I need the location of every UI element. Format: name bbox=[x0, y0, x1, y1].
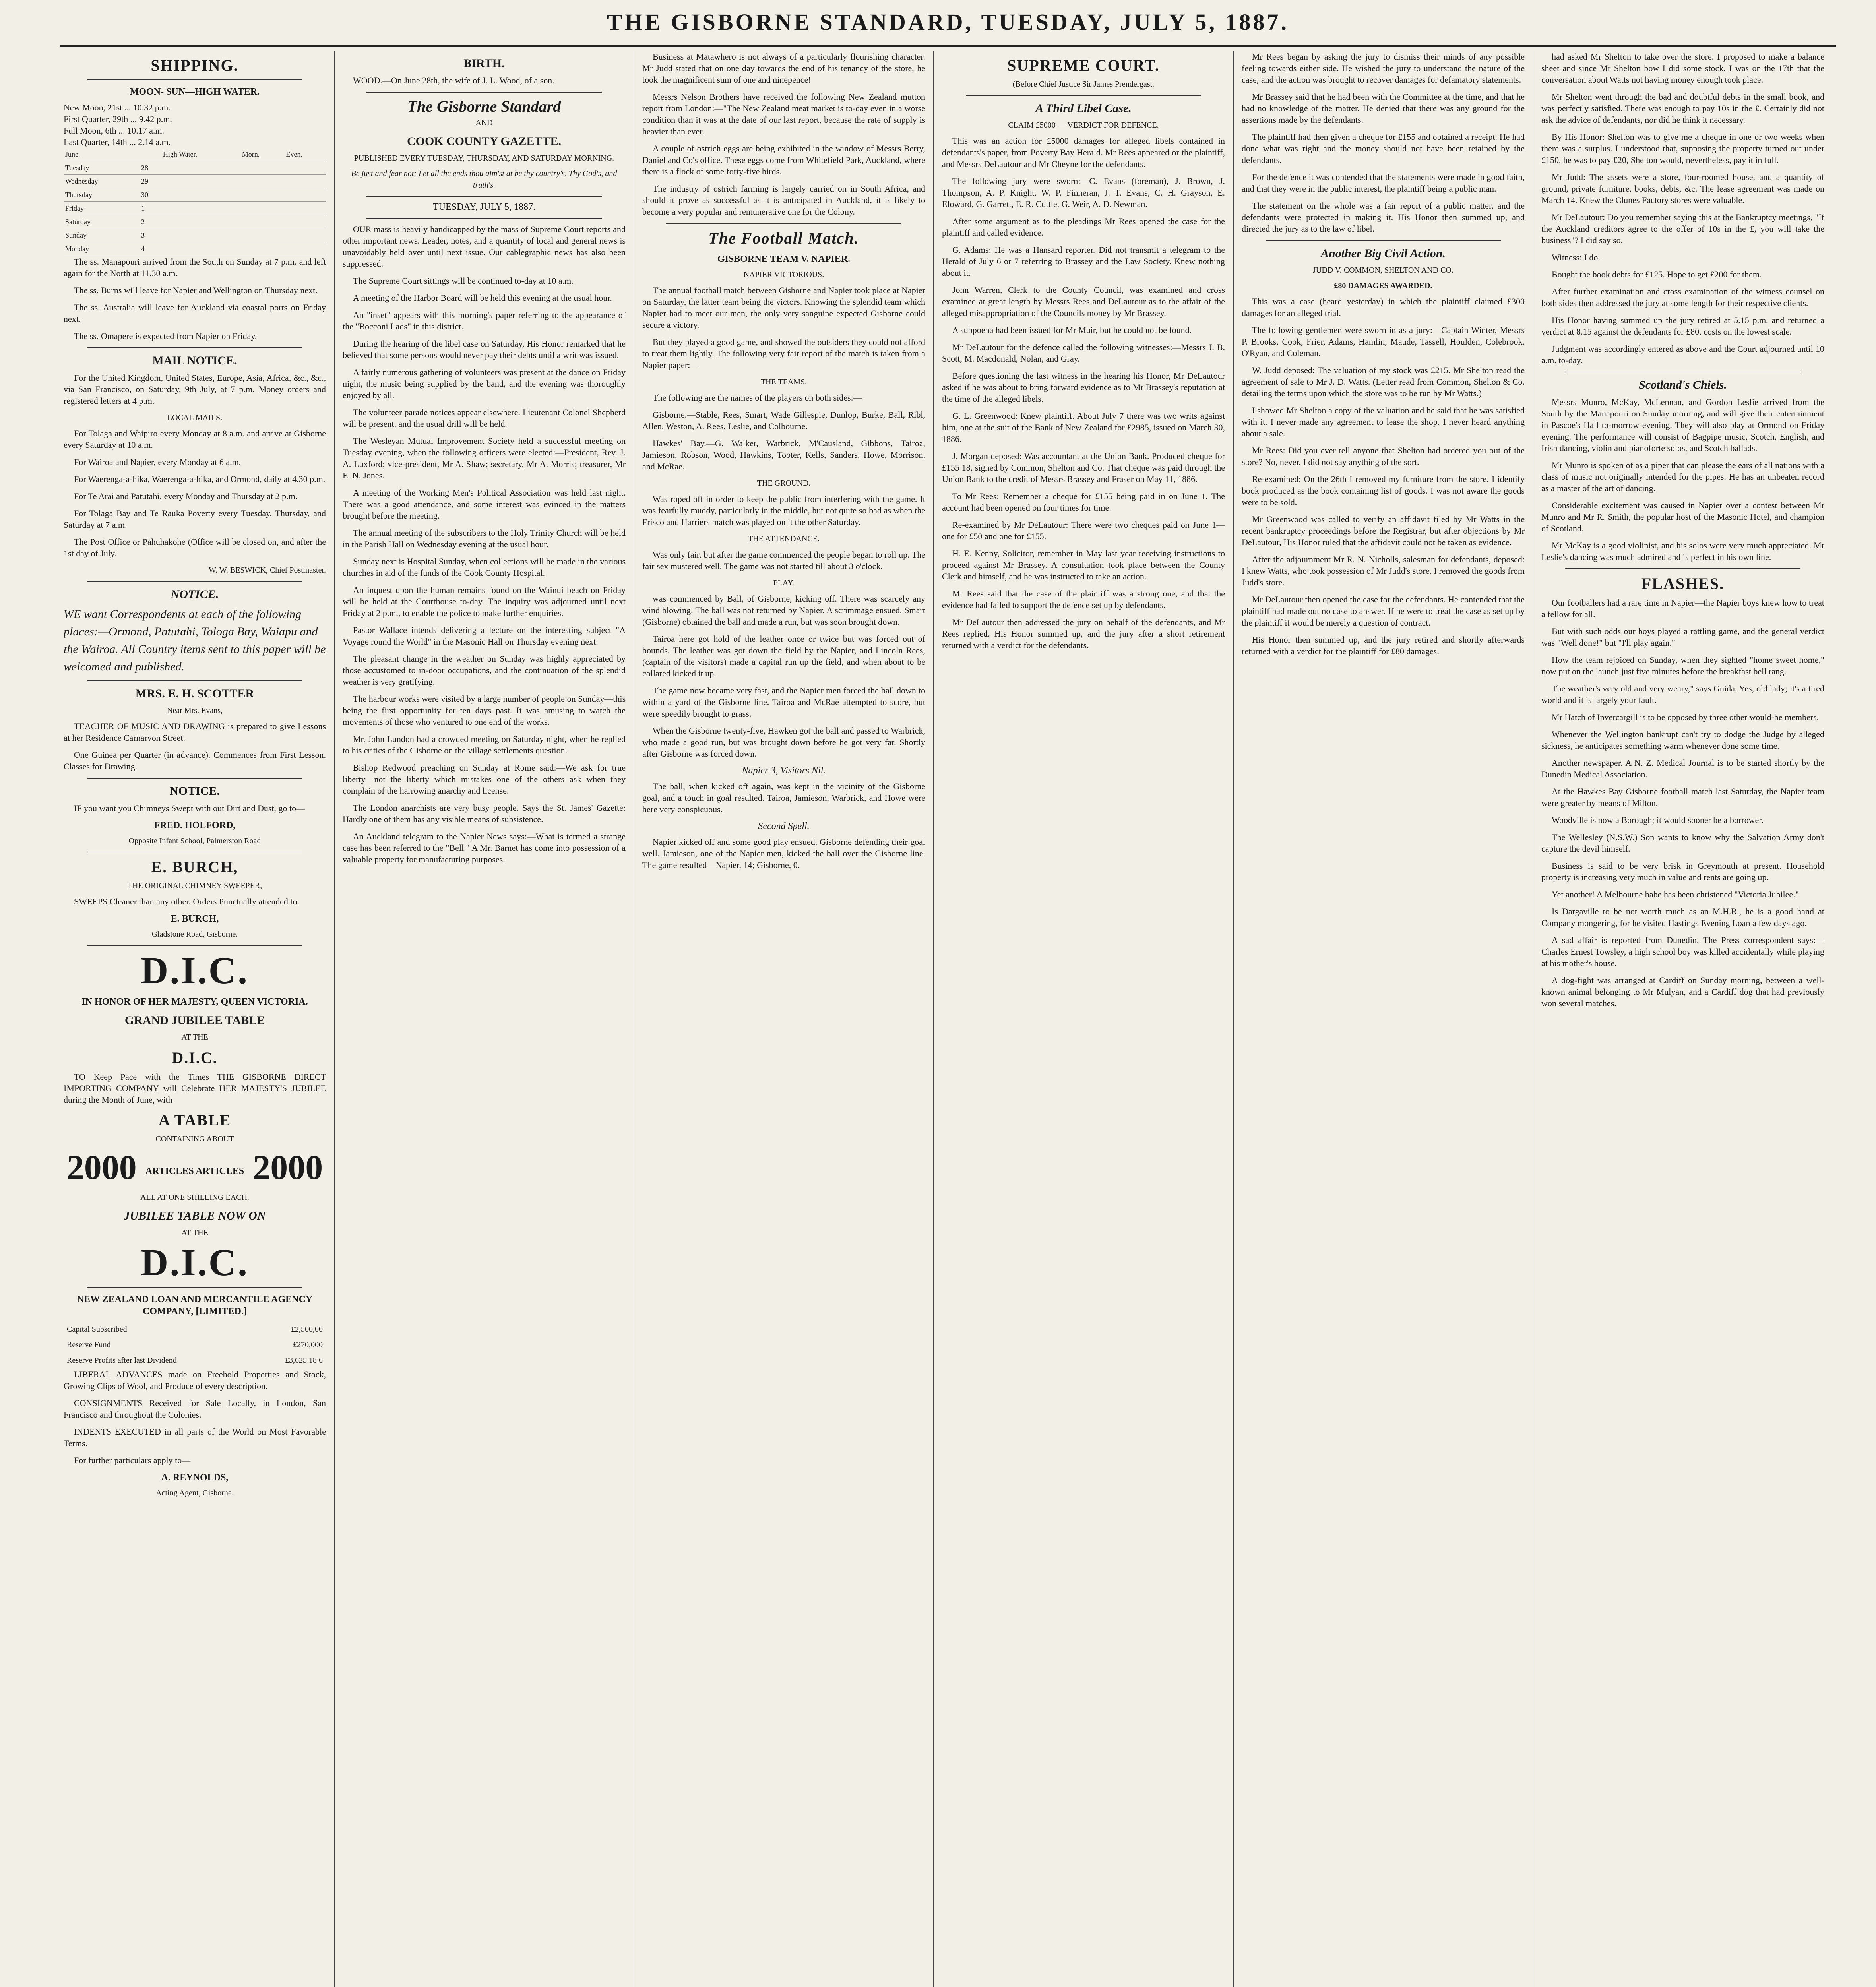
news-paragraph: OUR mass is heavily handicapped by the mass of Supreme Court reports and other important news. Leader, notes, and a quantity of local and general news is unavoidably held over until next issue. Our cablegraphic news has also been suppressed. bbox=[343, 224, 626, 269]
court-paragraph: A subpoena had been issued for Mr Muir, but he could not be found. bbox=[952, 325, 1192, 335]
dic-logo-bottom: D.I.C. bbox=[140, 1241, 249, 1284]
court-paragraph: Before questioning the last witness in the hearing his Honor, Mr DeLautour asked if he was about to bring forward evidence as to Mr Brassey's reputation at the time of the alleged libels. bbox=[942, 371, 1225, 404]
column-2 bbox=[343, 51, 626, 1987]
masthead bbox=[60, 9, 1836, 52]
flash-item: But with such odds our boys played a rattling game, and the general verdict was "Well done!" but "I'll play again." bbox=[1541, 626, 1824, 648]
loan-paragraph: INDENTS EXECUTED in all parts of the World on Most Favorable Terms. bbox=[64, 1426, 326, 1448]
attendance-heading: THE ATTENDANCE. bbox=[748, 535, 820, 543]
news-paragraph: An inquest upon the human remains found on the Wainui beach on Friday will be held at the Courthouse to-day. The inquiry was adjourned until next Friday at 2 p.m., to enable the police to make further enquiries. bbox=[343, 585, 626, 618]
local-news-list bbox=[343, 223, 626, 865]
nz-loan-heading: NEW ZEALAND LOAN AND MERCANTILE AGENCY COMPANY, [LIMITED.] bbox=[77, 1294, 313, 1317]
mail-heading: MAIL NOTICE. bbox=[152, 354, 237, 367]
logo-and: AND bbox=[475, 118, 493, 127]
news-paragraph: An "inset" appears with this morning's paper referring to the appearance of the "Bocconi Lads" in this district. bbox=[343, 310, 626, 331]
tide-header: June. bbox=[64, 148, 140, 161]
flash-item: Is Dargaville to be not worth much as an M.H.R., he is a good hand at Company mongering, for he visited Hastings Evening Loan a few days ago. bbox=[1541, 906, 1824, 928]
court-paragraph: Mr Rees began by asking the jury to dismiss their minds of any possible feeling towards either side. He wished the jury to understand the nature of the case, and the action was brought to recover damages for defamatory statements. bbox=[1242, 52, 1525, 85]
number-2000: 2000 bbox=[253, 1148, 323, 1187]
scotter-paragraph: One Guinea per Quarter (in advance). Commences from First Lesson. Classes for Drawing. bbox=[64, 750, 326, 771]
news-paragraph: The volunteer parade notices appear elsewhere. Lieutenant Colonel Shepherd will be present, and the usual drill will be held. bbox=[343, 407, 626, 429]
local-mails-heading: LOCAL MAILS. bbox=[167, 413, 223, 422]
newspaper-logo: The Gisborne Standard bbox=[407, 97, 561, 115]
mail-paragraph: For Waerenga-a-hika, Waerenga-a-hika, and Ormond, daily at 4.30 p.m. bbox=[74, 474, 326, 484]
divider bbox=[366, 196, 602, 197]
mail-paragraph: The Post Office or Pahuhakohe (Office will be closed on, and after the 1st day of July. bbox=[64, 537, 326, 558]
notice-heading-2: NOTICE. bbox=[170, 784, 220, 798]
tide-day: Saturday bbox=[64, 215, 140, 229]
at-the-label: AT THE bbox=[181, 1033, 208, 1042]
flash-item: A dog-fight was arranged at Cardiff on Sunday morning, between a well-known animal belonging to Mr Mulyan, and a Cardiff dog that had previously won several matches. bbox=[1541, 975, 1824, 1008]
containing-label: CONTAINING ABOUT bbox=[155, 1135, 234, 1143]
court-paragraph: H. E. Kenny, Solicitor, remember in May last year receiving instructions to proceed against Mr Brassey. A consultation took place between the County Clerk and himself, and he was instructed to take an action. bbox=[942, 548, 1225, 581]
football-paragraph: The annual football match between Gisborne and Napier took place at Napier on Saturday, the latter team being the victors. Knowing the splendid team which Napier had to meet our men, the only very sanguine expected Gisborne could secure a victory. bbox=[642, 285, 925, 330]
scotland-paragraph: Messrs Munro, McKay, McLennan, and Gordon Leslie arrived from the South by the Manapouri on Sunday morning, and will give their entertainment in Pascoe's Hall to-morrow evening. They will also play at Ormond on Friday evening. The performance will consist of Bagpipe music, Scotch, English, and Irish dancing, violin and pianoforte solos, and Scotch ballads. bbox=[1541, 397, 1824, 453]
civil-paragraph: W. Judd deposed: The valuation of my stock was £215. Mr Shelton read the agreement of sale to Mr J. D. Watts. (Letter read from Common, Shelton & Co. detailing the terms upon which the store was to be run by Mr Watts.) bbox=[1242, 365, 1525, 398]
tide-day: Wednesday bbox=[64, 175, 140, 188]
flash-item: At the Hawkes Bay Gisborne football match last Saturday, the Napier team were greater by means of Milton. bbox=[1541, 786, 1824, 808]
court-paragraph: By His Honor: Shelton was to give me a cheque in one or two weeks when there was a surplus. I understood that, supposing the property turned out under £150, he was to pay £20, Shelton would, nevertheless, pay it in full. bbox=[1541, 132, 1824, 165]
football-paragraph: But they played a good game, and showed the outsiders they could not afford to treat them lightly. The following very fair report of the match is taken from a Napier paper:— bbox=[642, 337, 925, 370]
tide-date: 3 bbox=[140, 229, 161, 242]
news-paragraph: A meeting of the Harbor Board will be held this evening at the usual hour. bbox=[353, 293, 612, 303]
birth-notice: WOOD.—On June 28th, the wife of J. L. Wood, of a son. bbox=[353, 76, 554, 85]
articles-label: ARTICLES ARTICLES bbox=[145, 1166, 244, 1176]
news-paragraph: Business at Matawhero is not always of a particularly flourishing character. Mr Judd stated that on one day towards the end of his tenancy of the store, he took the magnificent sum of one and ninepence! bbox=[642, 52, 925, 85]
capital-value: £3,625 18 6 bbox=[285, 1356, 323, 1365]
scotter-name: MRS. E. H. SCOTTER bbox=[135, 687, 254, 700]
column-separator bbox=[334, 51, 335, 1987]
news-paragraph: Messrs Nelson Brothers have received the following New Zealand mutton report from London:—"The New Zealand meat market is to-day even in a worse condition than it was at the date of our last report, because the rate of supply is heavier than ever. bbox=[642, 92, 925, 136]
news-paragraph: A couple of ostrich eggs are being exhibited in the window of Messrs Berry, Daniel and Co's office. These eggs come from Whitefield Park, Auckland, where there is a flock of some forty-five birds. bbox=[642, 143, 925, 176]
court-paragraph: Mr DeLautour then addressed the jury on behalf of the defendants, and Mr Rees replied. His Honor summed up, and the jury after a short retirement returned with a verdict for the defendants. bbox=[942, 617, 1225, 650]
reynolds-name: A. REYNOLDS, bbox=[161, 1472, 229, 1483]
divider bbox=[366, 218, 602, 219]
play-paragraph: Napier kicked off and some good play ensued, Gisborne defending their goal well. Jamieson, one of the Napier men, kicked the ball over the Gisborne line. The game resulted—Napier, 14; Gisborne, 0. bbox=[642, 837, 925, 870]
column-5 bbox=[1242, 51, 1525, 1987]
a-table-heading: A TABLE bbox=[158, 1111, 231, 1129]
civil-paragraph: Mr Rees: Did you ever tell anyone that Shelton had ordered you out of the store? No, never. I did not say anything of the sort. bbox=[1242, 445, 1525, 467]
jubilee-now-on: JUBILEE TABLE NOW ON bbox=[124, 1209, 266, 1222]
capital-label: Reserve Profits after last Dividend bbox=[67, 1356, 177, 1365]
moon-row: First Quarter, 29th ... 9.42 p.m. bbox=[64, 114, 172, 124]
court-subheading: (Before Chief Justice Sir James Prendergast. bbox=[1012, 80, 1155, 89]
divider bbox=[87, 1287, 302, 1288]
publication-line: PUBLISHED EVERY TUESDAY, THURSDAY, AND SATURDAY MORNING. bbox=[354, 154, 614, 163]
tide-header bbox=[140, 148, 161, 161]
civil-paragraph: Mr Greenwood was called to verify an affidavit filed by Mr Watts in the recent bankruptcy proceedings before the Registrar, but after objections by Mr DeLautour, His Honor ruled that the affidavit could not be taken as evidence. bbox=[1242, 514, 1525, 547]
dic-honor-line: IN HONOR OF HER MAJESTY, QUEEN VICTORIA. bbox=[81, 997, 308, 1007]
tide-row bbox=[64, 242, 326, 256]
flash-item: Whenever the Wellington bankrupt can't try to dodge the Judge by alleged sickness, he anticipates something warm whenever done some time. bbox=[1541, 729, 1824, 751]
scotter-paragraph: TEACHER OF MUSIC AND DRAWING is prepared to give Lessons at her Residence Carnarvon Street. bbox=[64, 721, 326, 743]
libel-heading: A Third Libel Case. bbox=[1035, 102, 1132, 115]
play-paragraph: was commenced by Ball, of Gisborne, kicking off. There was scarcely any wind blowing. The ball was not returned by Napier. A scrimmage ensued. Smart (Gisborne) obtained the ball and made a run, but was soon brought down. bbox=[642, 594, 925, 627]
court-paragraph: Witness: I do. bbox=[1552, 252, 1600, 262]
ground-heading: THE GROUND. bbox=[757, 479, 811, 488]
news-paragraph: The annual meeting of the subscribers to the Holy Trinity Church will be held in the Parish Hall on Wednesday evening at the usual hour. bbox=[343, 528, 626, 549]
dic-paragraph: TO Keep Pace with the Times THE GISBORNE DIRECT IMPORTING COMPANY will Celebrate HER MAJESTY'S JUBILEE during the Month of June, with bbox=[64, 1072, 326, 1105]
shipping-paragraph: The ss. Burns will leave for Napier and Wellington on Thursday next. bbox=[74, 285, 318, 295]
ground-paragraph: Was roped off in order to keep the public from interfering with the game. It was fearfully muddy, particularly in the middle, but not quite so bad as when the Frisco and Harriers match was played on it the other Saturday. bbox=[642, 494, 925, 527]
shipping-paragraph: The ss. Manapouri arrived from the South on Sunday at 7 p.m. and left again for the North at 11.30 a.m. bbox=[64, 257, 326, 278]
civil-paragraph: The following gentlemen were sworn in as a jury:—Captain Winter, Messrs P. Brooks, Cook, Frier, Adams, Hamlin, Maude, Tassell, Houlden, Colebrook, O'Ryan, and Coleman. bbox=[1242, 325, 1525, 358]
play-heading: PLAY. bbox=[773, 579, 795, 587]
court-paragraph: had asked Mr Shelton to take over the store. I proposed to make a balance sheet and since Mr Shelton bow I did some stock. I was on the 17th that the conversation about Watts not having money enough took place. bbox=[1541, 52, 1824, 85]
flash-item: The Wellesley (N.S.W.) Son wants to know why the Salvation Army don't capture the devil himself. bbox=[1541, 832, 1824, 854]
court-paragraph: Bought the book debts for £125. Hope to get £200 for them. bbox=[1552, 269, 1762, 279]
tide-day: Monday bbox=[64, 242, 140, 256]
tide-row bbox=[64, 188, 326, 202]
divider bbox=[87, 79, 302, 80]
tide-day: Tuesday bbox=[64, 161, 140, 175]
shipping-paragraph: The ss. Australia will leave for Auckland via coastal ports on Friday next. bbox=[64, 302, 326, 324]
capital-value: £2,500,00 bbox=[291, 1325, 323, 1334]
civil-paragraph: His Honor then summed up, and the jury retired and shortly afterwards returned with a verdict for the plaintiff for £80 damages. bbox=[1242, 635, 1525, 656]
moon-row: Full Moon, 6th ... 10.17 a.m. bbox=[64, 126, 165, 136]
civil-paragraph: I showed Mr Shelton a copy of the valuation and he said that he was satisfied with it. I never made any agreement to lease the shop. I never heard anything about a sale. bbox=[1242, 405, 1525, 438]
column-separator bbox=[933, 51, 934, 1987]
flash-item: Woodville is now a Borough; it would sooner be a borrower. bbox=[1552, 815, 1764, 825]
dic-logo-small: D.I.C. bbox=[172, 1049, 218, 1067]
tide-row bbox=[64, 175, 326, 188]
court-paragraph: J. Morgan deposed: Was accountant at the Union Bank. Produced cheque for £155 18, signed by Common, Shelton and Co. That cheque was paid through the Union Bank to the credit of Messrs Brassey and Fraser on May 11, 1886. bbox=[942, 451, 1225, 484]
page-title: THE GISBORNE STANDARD, TUESDAY, JULY 5, 1887. bbox=[607, 9, 1289, 35]
divider bbox=[87, 347, 302, 348]
tide-row bbox=[64, 202, 326, 215]
civil-paragraph: This was a case (heard yesterday) in which the plaintiff claimed £300 damages for an alleged trial. bbox=[1242, 296, 1525, 318]
column-1 bbox=[64, 51, 326, 1987]
civil-paragraph: Mr DeLautour then opened the case for the defendants. He contended that the plaintiff had made out no case to answer. If he were to treat the case as set up by the plaintiff it would be merely a question of contract. bbox=[1242, 595, 1525, 627]
postmaster-signature: W. W. BESWICK, Chief Postmaster. bbox=[209, 566, 326, 575]
news-paragraph: Mr. John Lundon had a crowded meeting on Saturday night, when he replied to his critics of the Gisborne on the village settlements question. bbox=[343, 734, 626, 755]
tide-date: 4 bbox=[140, 242, 161, 256]
number-2000: 2000 bbox=[66, 1148, 137, 1187]
court-paragraph: G. Adams: He was a Hansard reporter. Did not transmit a telegram to the Herald of July 6 or 7 referring to Brassey and the Law Society. Knew nothing about it. bbox=[942, 245, 1225, 278]
one-shilling-line: ALL AT ONE SHILLING EACH. bbox=[140, 1193, 249, 1202]
court-paragraph: After further examination and cross examination of the witness counsel on both sides then addressed the jury at some length for their respective clients. bbox=[1541, 287, 1824, 308]
court-paragraph: Re-examined by Mr DeLautour: There were two cheques paid on June 1—one for £50 and one for £155. bbox=[942, 520, 1225, 541]
tide-row bbox=[64, 215, 326, 229]
news-paragraph: Bishop Redwood preaching on Sunday at Rome said:—We ask for true liberty—not the liberty which mistakes one of the others ask when they complain of the harrowing anarchy and license. bbox=[343, 763, 626, 796]
news-paragraph: The London anarchists are very busy people. Says the St. James' Gazette: Hardly one of them has any visible means of subsistence. bbox=[343, 803, 626, 824]
flash-item: How the team rejoiced on Sunday, when they sighted "home sweet home," now put on the launch just five minutes before the breakfast bell rang. bbox=[1541, 655, 1824, 676]
moon-row: New Moon, 21st ... 10.32 p.m. bbox=[64, 103, 171, 112]
mail-paragraph: For Te Arai and Patutahi, every Monday and Thursday at 2 p.m. bbox=[74, 491, 298, 501]
scotter-subtitle: Near Mrs. Evans, bbox=[167, 706, 223, 715]
scotland-paragraph: Considerable excitement was caused in Napier over a contest between Mr Munro and Mr R. Smith, the popular host of the Masonic Hotel, and champion of Scotland. bbox=[1541, 500, 1824, 533]
divider bbox=[87, 778, 302, 779]
newspaper-subtitle: COOK COUNTY GAZETTE. bbox=[407, 135, 562, 148]
tide-row bbox=[64, 229, 326, 242]
court-paragraph: Mr Judd: The assets were a store, four-roomed house, and a quantity of ground, private furniture, books, debts, &c. The lease agreement was made on March 14. Knew the Clunes Factory stores were valuable. bbox=[1541, 172, 1824, 205]
scotland-paragraph: Mr McKay is a good violinist, and his solos were very much appreciated. Mr Leslie's dancing was much admired and is perfect in his own line. bbox=[1541, 540, 1824, 562]
divider bbox=[87, 945, 302, 946]
motto: Be just and fear not; Let all the ends thou aim'st at be thy country's, Thy God's, and truth's. bbox=[351, 169, 617, 190]
capital-row bbox=[64, 1338, 325, 1352]
teams-paragraph: The following are the names of the players on both sides:— bbox=[653, 393, 862, 403]
football-heading: The Football Match. bbox=[708, 229, 859, 247]
news-paragraph: The industry of ostrich farming is largely carried on in South Africa, and should it prove as successful as it is anticipated in Auckland, it is likely to become a very popular and remunerative one for the Colony. bbox=[642, 184, 925, 217]
flash-item: Our footballers had a rare time in Napier—the Napier boys knew how to treat a fellow for all. bbox=[1541, 598, 1824, 619]
column-6 bbox=[1541, 51, 1824, 1987]
flashes-heading: FLASHES. bbox=[1641, 575, 1725, 593]
dic-logo: D.I.C. bbox=[140, 949, 249, 992]
capital-row bbox=[64, 1353, 325, 1368]
capital-table bbox=[64, 1321, 326, 1369]
loan-paragraph: CONSIGNMENTS Received for Sale Locally, in London, San Francisco and throughout the Colonies. bbox=[64, 1398, 326, 1420]
capital-row bbox=[64, 1322, 325, 1337]
column-4 bbox=[942, 51, 1225, 1987]
flash-item: Another newspaper. A N. Z. Medical Journal is to be started shortly by the Dunedin Medical Association. bbox=[1541, 758, 1824, 779]
court-paragraph: This was an action for £5000 damages for alleged libels contained in defendants's paper, from Poverty Bay Herald. Mr Rees appeared or the plaintiff, and Messrs DeLautour and Mr Cheyne for the defendants. bbox=[942, 136, 1225, 169]
correspondents-notice: WE want Correspondents at each of the following places:—Ormond, Patutahi, Tologa Bay, Waiapu and the Wairoa. All Country items sent to this paper will be welcomed and published. bbox=[64, 608, 326, 673]
news-paragraph: The pleasant change in the weather on Sunday was highly appreciated by those accustomed to in-door occupations, and the continuation of the splendid weather is very gratifying. bbox=[343, 654, 626, 687]
court-paragraph: Judgment was accordingly entered as above and the Court adjourned until 10 a.m. to-day. bbox=[1541, 344, 1824, 365]
birth-heading: BIRTH. bbox=[463, 57, 505, 70]
court-paragraph: To Mr Rees: Remember a cheque for £155 being paid in on June 1. The account had been opened on four times for time. bbox=[942, 491, 1225, 513]
flash-item: Mr Hatch of Invercargill is to be opposed by three other would-be members. bbox=[1552, 712, 1819, 722]
moon-row: Last Quarter, 14th ... 2.14 a.m. bbox=[64, 137, 171, 147]
loan-paragraph: For further particulars apply to— bbox=[74, 1455, 191, 1465]
civil-action-heading: Another Big Civil Action. bbox=[1321, 247, 1446, 260]
court-paragraph: Mr Brassey said that he had been with the Committee at the time, and that he had no knowledge of the matter. He denied that there was any ground for the assertions made by the defendants. bbox=[1242, 92, 1525, 125]
news-paragraph: A meeting of the Working Men's Political Association was held last night. There was a good attendance, and some interest was evinced in the matters brought before the meeting. bbox=[343, 488, 626, 521]
tide-date: 29 bbox=[140, 175, 161, 188]
news-paragraph: The Supreme Court sittings will be continued to-day at 10 a.m. bbox=[353, 276, 574, 286]
tide-day: Thursday bbox=[64, 188, 140, 202]
news-paragraph: An Auckland telegram to the Napier News says:—What is termed a strange case has been referred to the "Bell." A Mr. Barnet has come into possession of a valuable property for manufacturing purposes. bbox=[343, 831, 626, 864]
court-paragraph: The plaintiff had then given a cheque for £155 and obtained a receipt. He had done what was right and the money should not have been retained by the defendants. bbox=[1242, 132, 1525, 165]
shipping-paragraph: The ss. Omapere is expected from Napier on Friday. bbox=[74, 331, 257, 341]
tide-date: 2 bbox=[140, 215, 161, 229]
football-subheading: GISBORNE TEAM V. NAPIER. bbox=[717, 254, 851, 264]
news-paragraph: A fairly numerous gathering of volunteers was present at the dance on Friday night, the music being supplied by the band, and the evening was thoroughly enjoyed by all. bbox=[343, 367, 626, 400]
play-paragraph: The game now became very fast, and the Napier men forced the ball down to within a yard of the Gisborne line. Tairoa and McRae attempted to score, but were speedily brought to grass. bbox=[642, 686, 925, 718]
court-paragraph: Mr Shelton went through the bad and doubtful debts in the small book, and was perfectly satisfied. There was enough to pay 10s in the £. Certainly did not ask the advice of defendants, nor did he think it necessary. bbox=[1541, 92, 1824, 125]
news-paragraph: Sunday next is Hospital Sunday, when collections will be made in the various churches in aid of the funds of the Cook County Hospital. bbox=[343, 556, 626, 578]
play-paragraph: When the Gisborne twenty-five, Hawken got the ball and passed to Warbrick, who made a good run, but was brought down before he got very far. Shortly after Gisborne was forced down. bbox=[642, 726, 925, 759]
divider bbox=[87, 581, 302, 582]
flash-item: A sad affair is reported from Dunedin. The Press correspondent says:—Charles Ernest Towsley, a high school boy was killed accidentally while playing at his mother's house. bbox=[1541, 935, 1824, 968]
tide-day: Friday bbox=[64, 202, 140, 215]
divider bbox=[1266, 240, 1501, 241]
moon-heading: MOON- SUN—HIGH WATER. bbox=[130, 87, 260, 97]
court-paragraph: Mr DeLautour: Do you remember saying this at the Bankruptcy meetings, "If the Auckland creditors agree to the offer of 10s in the £, you will take the business"? I did say so. bbox=[1541, 212, 1824, 245]
tide-date: 30 bbox=[140, 188, 161, 202]
scotland-paragraph: Mr Munro is spoken of as a piper that can please the ears of all nations with a class of music not originally intended for the pipes. He has an unbeaten record as a master of the art of dancing. bbox=[1541, 460, 1824, 493]
flash-item: Business is said to be very brisk in Greymouth at present. Household property is increasing very much in value and rents are going up. bbox=[1541, 861, 1824, 882]
civil-action-subheading: JUDD V. COMMON, SHELTON AND CO. bbox=[1313, 266, 1454, 275]
court-paragraph: The statement on the whole was a fair report of a public matter, and the defendants were protected in making it. His Honor then summed up, and directed the jury as to the law of libel. bbox=[1242, 201, 1525, 234]
news-paragraph: During the hearing of the libel case on Saturday, His Honor remarked that he believed that some persons would never pay their debts until a writ was issued. bbox=[343, 339, 626, 360]
court-paragraph: John Warren, Clerk to the County Council, was examined and cross examined at great length by Messrs Rees and DeLautour as to the affair of the alleged misappropriation of the Councils money by Mr Brassey. bbox=[942, 285, 1225, 318]
score-heading: Napier 3, Visitors Nil. bbox=[742, 765, 826, 776]
court-paragraph: Mr DeLautour for the defence called the following witnesses:—Messrs J. B. Scott, M. Macdonald, Nolan, and Gray. bbox=[942, 342, 1225, 364]
capital-value: £270,000 bbox=[293, 1340, 323, 1349]
reynolds-title: Acting Agent, Gisborne. bbox=[156, 1488, 234, 1497]
two-thousand-articles bbox=[64, 1149, 326, 1190]
play-paragraph: The ball, when kicked off again, was kept in the vicinity of the Gisborne goal, and a touch in goal resulted. Tairoa, Jamieson, Warbrick, and Howe were here very conspicuous. bbox=[642, 781, 925, 814]
mail-paragraph: For Tolaga and Waipiro every Monday at 8 a.m. and arrive at Gisborne every Saturday at 10 a.m. bbox=[64, 428, 326, 450]
napier-victorious: NAPIER VICTORIOUS. bbox=[743, 270, 824, 279]
holford-address: Opposite Infant School, Palmerston Road bbox=[128, 837, 261, 845]
second-spell-heading: Second Spell. bbox=[758, 821, 810, 831]
masthead-rule bbox=[60, 45, 1836, 47]
capital-label: Reserve Fund bbox=[67, 1340, 111, 1349]
chimney-paragraph: IF you want you Chimneys Swept with out Dirt and Dust, go to— bbox=[74, 803, 305, 813]
notice-heading: NOTICE. bbox=[171, 588, 219, 601]
divider bbox=[366, 92, 602, 93]
tide-header-row bbox=[64, 148, 326, 161]
court-paragraph: For the defence it was contended that the statements were made in good faith, and that they were in the public interest, the plaintiff being a public man. bbox=[1242, 172, 1525, 194]
column-3 bbox=[642, 51, 925, 1987]
news-paragraph: The Wesleyan Mutual Improvement Society held a successful meeting on Tuesday evening, when the following officers were elected:—President, Rev. J. A. Luxford; vice-president, Mr A. Shaw; secretary, Mr A. Morris; treasurer, Mr E. N. Jones. bbox=[343, 436, 626, 480]
column-separator bbox=[1233, 51, 1234, 1987]
news-paragraph: Pastor Wallace intends delivering a lecture on the interesting subject "A Voyage round the World" in the Masonic Hall on Thursday evening next. bbox=[343, 625, 626, 647]
news-paragraph: The harbour works were visited by a large number of people on Sunday—this being the first opportunity for ten days past. It was amusing to watch the movements of those who ventured to one end of the works. bbox=[343, 694, 626, 727]
tide-header: Morn. bbox=[240, 148, 285, 161]
court-paragraph: G. L. Greenwood: Knew plaintiff. About July 7 there was two writs against him, one at the suit of the Bank of New Zealand for £2985, issued on March 30, 1886. bbox=[942, 411, 1225, 444]
burch-paragraph: SWEEPS Cleaner than any other. Orders Punctually attended to. bbox=[74, 897, 299, 906]
tide-date: 28 bbox=[140, 161, 161, 175]
court-paragraph: His Honor having summed up the jury retired at 5.15 p.m. and returned a verdict at 8.15 against the defendants for £80, costs on the lowest scale. bbox=[1541, 315, 1824, 337]
mail-paragraph: For Wairoa and Napier, every Monday at 6 a.m. bbox=[74, 457, 241, 467]
tide-day: Sunday bbox=[64, 229, 140, 242]
libel-subheading: CLAIM £5000 — VERDICT FOR DEFENCE. bbox=[1008, 121, 1159, 130]
flash-item: The weather's very old and very weary," says Guida. Yes, old lady; it's a tired world and it is largely your fault. bbox=[1541, 684, 1824, 705]
shipping-heading: SHIPPING. bbox=[151, 56, 239, 74]
burch-signature: E. BURCH, bbox=[171, 914, 219, 924]
tide-header: Even. bbox=[285, 148, 326, 161]
tide-table bbox=[64, 148, 326, 256]
divider bbox=[966, 95, 1201, 96]
holford-name: FRED. HOLFORD, bbox=[154, 820, 236, 831]
grand-jubilee-heading: GRAND JUBILEE TABLE bbox=[124, 1014, 265, 1027]
attendance-paragraph: Was only fair, but after the game commenced the people began to roll up. The fair sex mustered well. The game was not started till about 3 o'clock. bbox=[642, 550, 925, 571]
gisborne-team: Gisborne.—Stable, Rees, Smart, Wade Gillespie, Dunlop, Burke, Ball, Ribl, Allen, Weston, A. Rees, Leslie, and Colbourne. bbox=[642, 410, 925, 431]
court-paragraph: After some argument as to the pleadings Mr Rees opened the case for the plaintiff and called evidence. bbox=[942, 216, 1225, 238]
flash-item: Yet another! A Melbourne babe has been christened "Victoria Jubilee." bbox=[1552, 889, 1799, 899]
at-the-label-2: AT THE bbox=[181, 1228, 208, 1237]
capital-label: Capital Subscribed bbox=[67, 1325, 127, 1334]
tide-row bbox=[64, 161, 326, 175]
loan-paragraph: LIBERAL ADVANCES made on Freehold Properties and Stock, Growing Clips of Wool, and Produce of every description. bbox=[64, 1369, 326, 1391]
court-paragraph: The following jury were sworn:—C. Evans (foreman), J. Brown, J. Thompson, A. P. Knight, W. P. Finneran, J. T. Evans, C. H. Grayson, E. Eloward, G. Garrett, E. R. Cuttle, G. Weir, A. D. Newman. bbox=[942, 176, 1225, 209]
tide-header: High Water. bbox=[161, 148, 240, 161]
tide-date: 1 bbox=[140, 202, 161, 215]
scotland-heading: Scotland's Chiels. bbox=[1639, 378, 1727, 391]
hawkes-bay-team: Hawkes' Bay.—G. Walker, Warbrick, M'Causland, Gibbons, Tairoa, Jamieson, Robson, Wood, Hawkins, Tooter, Kells, Sanders, Howe, Morrison, and McRae. bbox=[642, 438, 925, 471]
burch-subtitle: THE ORIGINAL CHIMNEY SWEEPER, bbox=[127, 881, 262, 890]
civil-paragraph: Re-examined: On the 26th I removed my furniture from the store. I identify book produced as the book containing list of goods. I was not aware the goods were to be sold. bbox=[1242, 474, 1525, 507]
play-paragraph: Tairoa here got hold of the leather once or twice but was forced out of bounds. The leather was got down the field by the Napier, and Lincoln Rees, (captain of the visitors) made a capital run up the field, and when about to be collared kicked it up. bbox=[642, 634, 925, 678]
divider bbox=[1565, 568, 1800, 569]
divider bbox=[87, 680, 302, 681]
burch-address: Gladstone Road, Gisborne. bbox=[151, 930, 238, 939]
court-paragraph: Mr Rees said that the case of the plaintiff was a strong one, and that the evidence had failed to support the defence set up by defendants. bbox=[942, 589, 1225, 610]
divider bbox=[666, 223, 901, 224]
civil-paragraph: After the adjournment Mr R. N. Nicholls, salesman for defendants, deposed: I knew Watts, who took possession of Mr Judd's store. I removed the goods from Judd's store. bbox=[1242, 554, 1525, 587]
teams-heading: THE TEAMS. bbox=[760, 378, 807, 386]
supreme-court-heading: SUPREME COURT. bbox=[1007, 56, 1160, 74]
mail-paragraph: For the United Kingdom, United States, Europe, Asia, Africa, &c., &c., via San Francisco, on Saturday, 9th July, at 7 p.m. Money orders and registered letters at 4 p.m. bbox=[64, 373, 326, 406]
damages-heading: £80 DAMAGES AWARDED. bbox=[1334, 281, 1432, 290]
issue-date: TUESDAY, JULY 5, 1887. bbox=[432, 202, 536, 212]
burch-heading: E. BURCH, bbox=[151, 858, 238, 876]
mail-paragraph: For Tolaga Bay and Te Rauka Poverty every Tuesday, Thursday, and Saturday at 7 a.m. bbox=[64, 508, 326, 530]
